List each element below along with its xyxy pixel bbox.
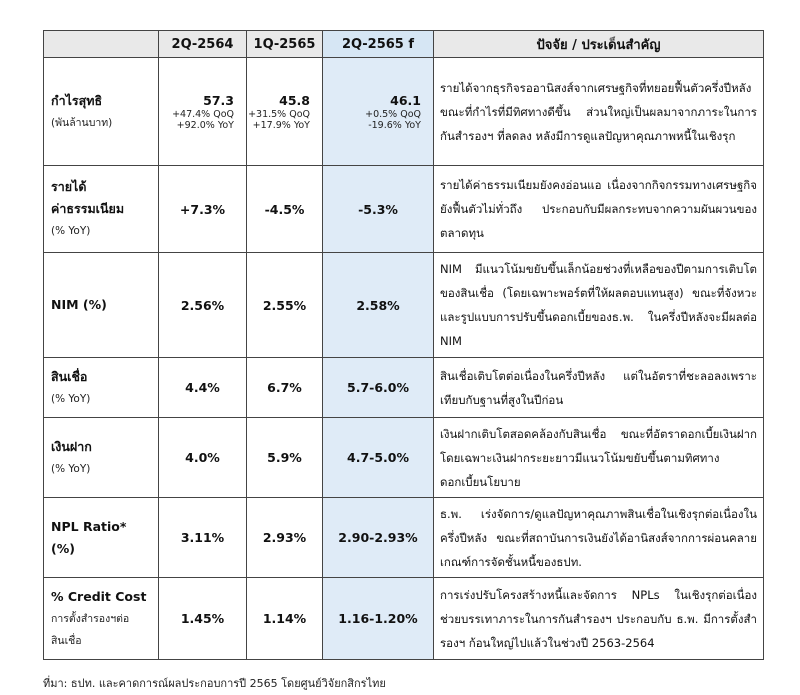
value-1q-2565: 6.7% (247, 358, 323, 418)
value-2q-2564: 4.4% (159, 358, 247, 418)
value-yoy: +92.0% YoY (176, 119, 234, 131)
value-1q-2565: 5.9% (247, 418, 323, 498)
source-note: ที่มา: ธปท. และคาดการณ์ผลประกอบการปี 2565 โดยศูนย์วิจัยกสิกรไทย (43, 677, 386, 690)
value-2q-2564: 3.11% (159, 498, 247, 578)
table-row-credit-cost (44, 578, 764, 660)
metric-name: % Credit Cost (51, 588, 147, 604)
header-row (44, 31, 764, 58)
value-2q-2564: +7.3% (159, 166, 247, 253)
metric-cell (44, 166, 159, 253)
value-2q-2565f: -5.3% (323, 166, 434, 253)
value-2q-2564: 4.0% (159, 418, 247, 498)
header-1q-2565: 1Q-2565 (247, 31, 323, 58)
metric-name: NPL Ratio* (51, 518, 127, 534)
factor-note: รายได้ค่าธรรมเนียมยังคงอ่อนแอ เนื่องจากกิจกรรมทางเศรษฐกิจยังฟื้นตัวไม่ทั่วถึง ประกอบกับมีผลกระทบจากความผันผวนของตลาดทุน (434, 166, 764, 253)
header-2q-2565f: 2Q-2565 f (323, 31, 434, 58)
metric-unit: (พันล้านบาท) (51, 116, 113, 129)
metric-cell (44, 358, 159, 418)
value-2q-2565f: 2.58% (323, 253, 434, 358)
metric-name: สินเชื่อ (51, 368, 88, 384)
value-2q-2565f: 4.7-5.0% (323, 418, 434, 498)
value-1q-2565: 1.14% (247, 578, 323, 660)
metric-cell (44, 578, 159, 660)
value-main: 45.8 (279, 92, 310, 108)
metric-unit: (% YoY) (51, 462, 91, 475)
value-yoy: -19.6% YoY (368, 119, 421, 131)
bank-outlook-table (43, 30, 764, 660)
metric-cell (44, 498, 159, 578)
metric-name: กำไรสุทธิ (51, 92, 103, 108)
value-2q-2565f: 2.90-2.93% (323, 498, 434, 578)
value-main: 57.3 (203, 92, 234, 108)
value-1q-2565 (247, 58, 323, 166)
value-1q-2565: 2.55% (247, 253, 323, 358)
table-row-loans (44, 358, 764, 418)
factor-note: เงินฝากเติบโตสอดคล้องกับสินเชื่อ ขณะที่อัตราดอกเบี้ยเงินฝาก โดยเฉพาะเงินฝากระยะยาวมีแนวโน้มขยับขึ้นตามทิศทางดอกเบี้ยนโยบาย (434, 418, 764, 498)
header-metric (44, 31, 159, 58)
value-1q-2565: 2.93% (247, 498, 323, 578)
metric-cell (44, 418, 159, 498)
header-factors: ปัจจัย / ประเด็นสำคัญ (434, 31, 764, 58)
metric-name: NIM (%) (51, 297, 107, 312)
value-2q-2565f (323, 58, 434, 166)
factor-note: รายได้จากธุรกิจรออานิสงส์จากเศรษฐกิจที่ทยอยฟื้นตัวครึ่งปีหลัง ขณะที่กำไรที่มีทิศทางดีขึ้น ส่วนใหญ่เป็นผลมาจากภาระในการกันสำรองฯ ที่ลดลง หลังมีการดูแลปัญหาคุณภาพหนี้ในเชิงรุก (434, 58, 764, 166)
metric-unit-line2: สินเชื่อ (51, 634, 82, 647)
value-main: 46.1 (390, 92, 421, 108)
metric-unit: (% YoY) (51, 225, 91, 237)
value-qoq: +31.5% QoQ (248, 108, 310, 120)
value-1q-2565: -4.5% (247, 166, 323, 253)
value-qoq: +0.5% QoQ (365, 108, 421, 120)
metric-cell (44, 58, 159, 166)
metric-unit: การตั้งสำรองฯต่อ (51, 612, 130, 625)
value-2q-2565f: 5.7-6.0% (323, 358, 434, 418)
value-2q-2564: 1.45% (159, 578, 247, 660)
value-2q-2564: 2.56% (159, 253, 247, 358)
table-row-npl-ratio (44, 498, 764, 578)
table-row-nim (44, 253, 764, 358)
factor-note: สินเชื่อเติบโตต่อเนื่องในครึ่งปีหลัง แต่ในอัตราที่ชะลอลงเพราะเทียบกับฐานที่สูงในปีก่อน (434, 358, 764, 418)
factor-note: NIM มีแนวโน้มขยับขึ้นเล็กน้อยช่วงที่เหลือของปีตามการเติบโตของสินเชื่อ (โดยเฉพาะพอร์ตที่ให้ผลตอบแทนสูง) ขณะที่จังหวะและรูปแบบการปรับขึ้นดอกเบี้ยของธ.พ. ในครึ่งปีหลังจะมีผลต่อ NIM (434, 253, 764, 358)
metric-name: รายได้ (51, 179, 87, 194)
metric-cell (44, 253, 159, 358)
header-2q-2564: 2Q-2564 (159, 31, 247, 58)
value-2q-2565f: 1.16-1.20% (323, 578, 434, 660)
factor-note: ธ.พ. เร่งจัดการ/ดูแลปัญหาคุณภาพสินเชื่อในเชิงรุกต่อเนื่องในครึ่งปีหลัง ขณะที่สถาบันการเงินยังได้อานิสงส์จากการผ่อนคลายเกณฑ์การจัดชั้นหนี้ของธปท. (434, 498, 764, 578)
metric-name: เงินฝาก (51, 438, 92, 454)
table-row-deposits (44, 418, 764, 498)
value-yoy: +17.9% YoY (252, 119, 310, 131)
value-qoq: +47.4% QoQ (172, 108, 234, 120)
metric-unit: (% YoY) (51, 392, 91, 405)
factor-note: การเร่งปรับโครงสร้างหนี้และจัดการ NPLs ในเชิงรุกต่อเนื่อง ช่วยบรรเทาภาระในการกันสำรองฯ ประกอบกับ ธ.พ. มีการตั้งสำรองฯ ก้อนใหญ่ไปแล้วในช่วงปี 2563-2564 (434, 578, 764, 660)
table-row-fee-income (44, 166, 764, 253)
metric-name-line2: (%) (51, 540, 75, 556)
metric-name-line2: ค่าธรรมเนียม (51, 201, 125, 216)
value-2q-2564 (159, 58, 247, 166)
table-row-net-profit (44, 58, 764, 166)
